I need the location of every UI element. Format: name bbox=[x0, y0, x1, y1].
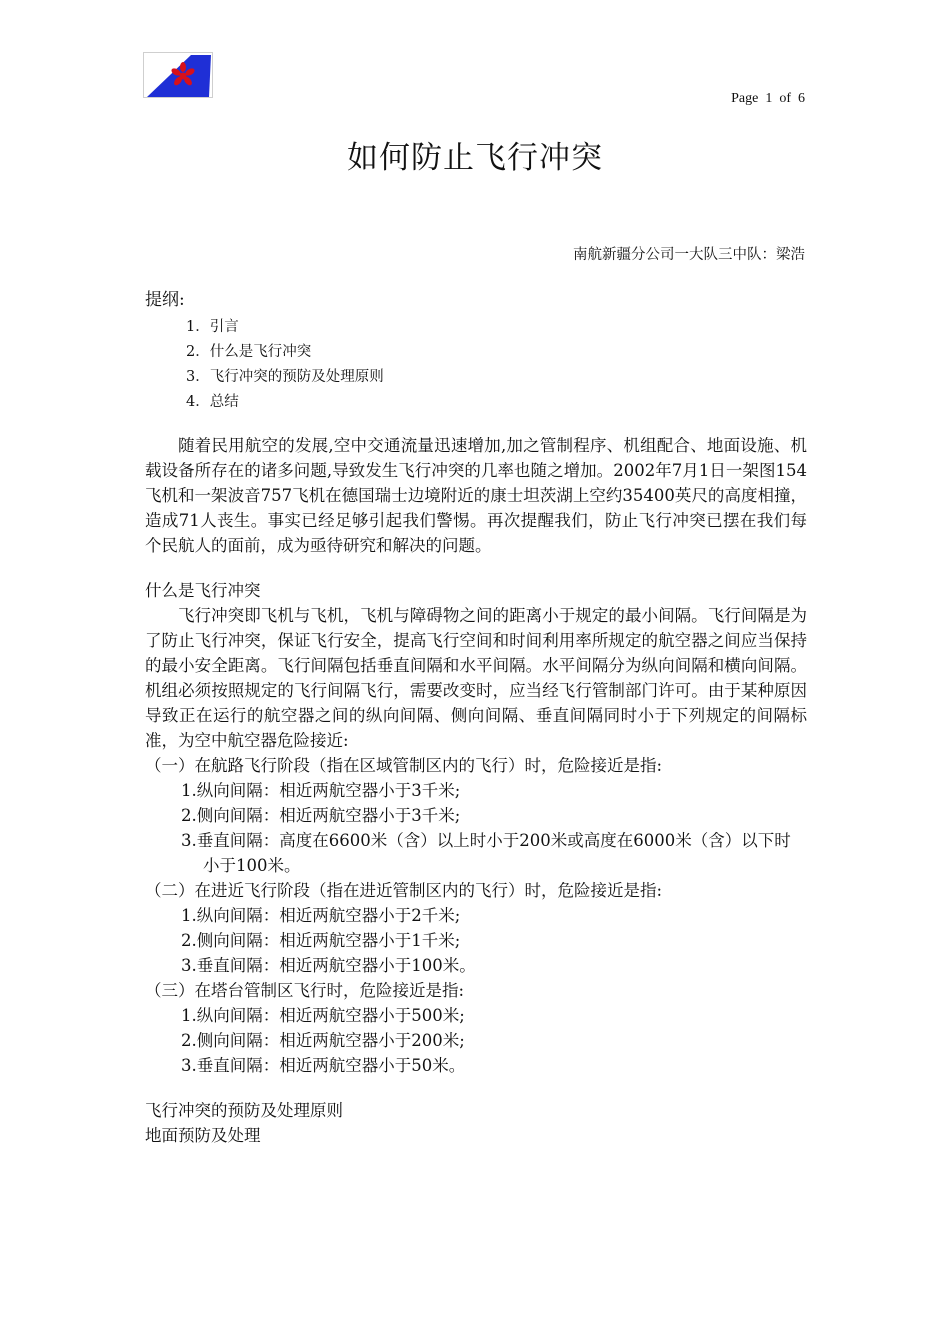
china-southern-kapok-logo-icon bbox=[143, 52, 213, 98]
definition-paragraph: 飞行冲突即飞机与飞机，飞机与障碍物之间的距离小于规定的最小间隔。飞行间隔是为了防止飞行冲突，保证飞行安全，提高飞行空间和时间利用率所规定的航空器之间应当保持的最小安全距离。飞行间隔包括垂直间隔和水平间隔。水平间隔分为纵向间隔和横向间隔。机组必须按照规定的飞行间隔飞行，需要改变时，应当经飞行管制部门许可。由于某种原因导致正在运行的航空器之间的纵向间隔、侧向间隔、垂直间隔同时小于下列规定的间隔标准，为空中航空器危险接近: bbox=[145, 606, 807, 750]
company-logo bbox=[143, 52, 213, 98]
group-title: （一）在航路飞行阶段（指在区域管制区内的飞行）时，危险接近是指: bbox=[145, 756, 663, 775]
group-item: 3.垂直间隔：高度在6600米（含）以上时小于200米或高度在6000米（含）以下时小于100米。 bbox=[181, 831, 791, 875]
section-heading: 飞行冲突的预防及处理原则 bbox=[145, 1101, 343, 1120]
group-item: 2.侧向间隔：相近两航空器小于3千米; bbox=[181, 806, 461, 825]
subheading: 地面预防及处理 bbox=[145, 1126, 261, 1145]
section-heading: 什么是飞行冲突 bbox=[145, 581, 261, 600]
group-title: （二）在进近飞行阶段（指在进近管制区内的飞行）时，危险接近是指: bbox=[145, 881, 663, 900]
group-item: 1.纵向间隔：相近两航空器小于2千米; bbox=[181, 906, 461, 925]
group-item: 2.侧向间隔：相近两航空器小于1千米; bbox=[181, 931, 461, 950]
outline-item: 1．引言 bbox=[186, 319, 239, 335]
document-body bbox=[145, 288, 807, 1148]
group-item: 1.纵向间隔：相近两航空器小于3千米; bbox=[181, 781, 461, 800]
outline-title: 提纲: bbox=[145, 290, 185, 310]
group-item: 3.垂直间隔：相近两航空器小于100米。 bbox=[181, 956, 476, 975]
author-line: 南航新疆分公司一大队三中队：梁浩 bbox=[573, 247, 805, 263]
document-title: 如何防止飞行冲突 bbox=[347, 140, 603, 176]
group-title: （三）在塔台管制区飞行时，危险接近是指: bbox=[145, 981, 465, 1000]
group-item: 2.侧向间隔：相近两航空器小于200米; bbox=[181, 1031, 465, 1050]
page-number: Page 1 of 6 bbox=[731, 91, 805, 106]
outline-item: 2．什么是飞行冲突 bbox=[186, 344, 312, 360]
outline-item: 4．总结 bbox=[186, 394, 239, 410]
intro-paragraph: 随着民用航空的发展,空中交通流量迅速增加,加之管制程序、机组配合、地面设施、机载设备所存在的诸多问题,导致发生飞行冲突的几率也随之增加。2002年7月1日一架图154飞机和一架波音757飞机在德国瑞士边境附近的康士坦茨湖上空约35400英尺的高度相撞，造成71人丧生。事实已经足够引起我们警惕。再次提醒我们，防止飞行冲突已摆在我们每个民航人的面前，成为亟待研究和解决的问题。 bbox=[145, 436, 807, 555]
outline-list bbox=[145, 315, 807, 415]
outline-item: 3．飞行冲突的预防及处理原则 bbox=[186, 369, 384, 385]
group-item: 3.垂直间隔：相近两航空器小于50米。 bbox=[181, 1056, 466, 1075]
group-item: 1.纵向间隔：相近两航空器小于500米; bbox=[181, 1006, 465, 1025]
